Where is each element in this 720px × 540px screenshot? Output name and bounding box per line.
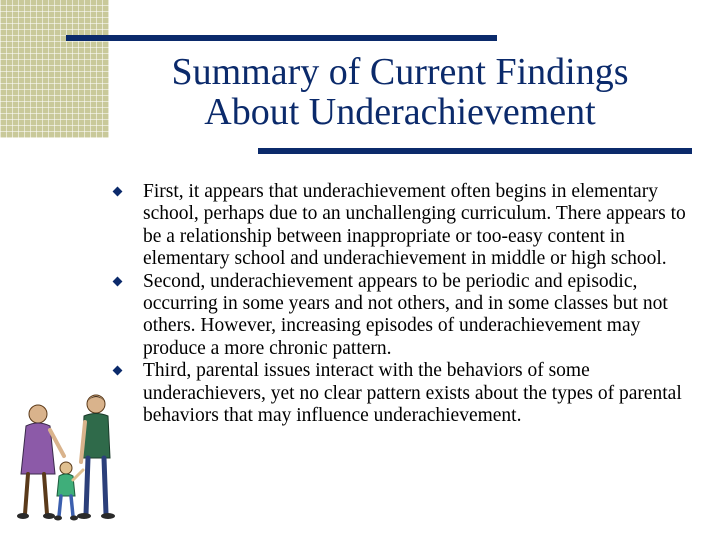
diamond-bullet-icon [113, 276, 123, 286]
bullet-item [110, 181, 700, 271]
bullet-text: Second, underachievement appears to be periodic and episodic, occurring in some years and not others, and in some classes but not others. However, increasing episodes of underachievement may produce a more chronic pattern. [143, 270, 668, 359]
slide-title [110, 52, 690, 132]
title-rule-bottom [258, 148, 692, 154]
diamond-bullet-icon [113, 366, 123, 376]
slide-title-line-1: Summary of Current Findings [171, 51, 629, 93]
slide-title-line-2: About Underachievement [204, 91, 596, 133]
decorative-grid-band [0, 0, 109, 138]
title-rule-top [66, 35, 497, 41]
diamond-bullet-icon [113, 187, 123, 197]
bullet-list [110, 181, 700, 427]
bullet-item [110, 360, 700, 427]
bullet-text: First, it appears that underachievement often begins in elementary school, perhaps due to an unchallenging curriculum. There appears to be a relationship between inappropriate or too-easy content in elementary school and underachievement in middle or high school. [143, 181, 686, 270]
mother-figure-icon [17, 405, 64, 519]
bullet-item [110, 271, 700, 361]
family-walking-clipart [8, 390, 118, 530]
father-figure-icon [77, 395, 115, 519]
child-figure-icon [54, 462, 83, 521]
bullet-text: Third, parental issues interact with the behaviors of some underachievers, yet no clear pattern exists about the types of parental behaviors that may influence underachievement. [143, 360, 682, 427]
